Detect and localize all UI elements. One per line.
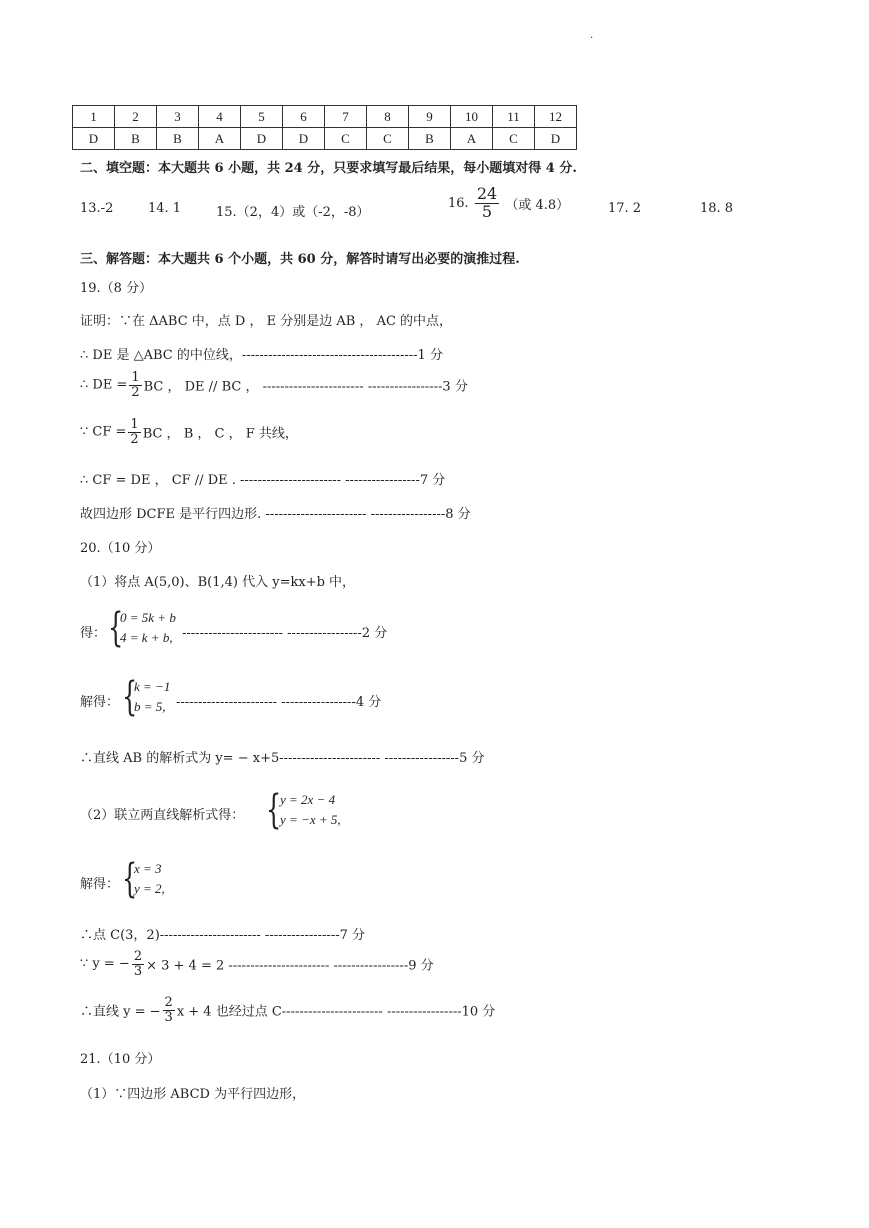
table-cell: 1 — [73, 106, 115, 128]
answer-13: 13.-2 — [80, 201, 114, 216]
q19-line-4 — [80, 418, 298, 446]
equation-line: b = 5, — [134, 699, 166, 714]
table-cell: 3 — [157, 106, 199, 128]
table-cell: 7 — [325, 106, 367, 128]
fraction-numerator: 1 — [130, 417, 139, 432]
fraction-numerator: 2 — [133, 949, 143, 964]
q21-title: 21.（10 分） — [80, 1052, 161, 1067]
fraction-denominator: 2 — [130, 431, 139, 447]
fraction-numerator: 1 — [131, 370, 140, 385]
table-cell: C — [493, 128, 535, 150]
fraction-numerator: 2 — [164, 995, 173, 1010]
fraction-denominator: 2 — [131, 384, 140, 400]
fraction-half — [129, 371, 141, 399]
equation-system — [134, 859, 165, 899]
table-cell: D — [283, 128, 325, 150]
table-cell: D — [241, 128, 283, 150]
table-cell: 4 — [199, 106, 241, 128]
table-cell: 6 — [283, 106, 325, 128]
brace-icon: { — [122, 674, 138, 720]
q21-line-1: （1）∵四边形 ABCD 为平行四边形， — [80, 1087, 306, 1102]
q19-title: 19.（8 分） — [80, 281, 153, 296]
q20-line-9-start: ∴直线 y = − — [80, 1004, 161, 1020]
equation-line: y = −x + 5, — [280, 812, 341, 827]
q20-step-4-label: 解得： — [80, 877, 120, 892]
table-cell: C — [325, 128, 367, 150]
answer-17: 17. 2 — [608, 201, 642, 216]
equation-system — [280, 790, 341, 830]
q19-line-1: 证明：∵在 ΔABC 中，点 D ， E 分别是边 AB ， AC 的中点， — [80, 314, 453, 329]
section3-heading: 三、解答题：本大题共 6 个小题，共 60 分，解答时请写出必要的演推过程. — [80, 252, 520, 267]
equation-line: y = 2, — [134, 881, 165, 896]
q19-line-4-start: ∵ CF = — [80, 424, 127, 440]
table-cell: B — [115, 128, 157, 150]
q20-line-8-start: ∵ y = − — [80, 956, 130, 972]
equation-line: 0 = 5k + b — [120, 610, 176, 625]
fraction-denominator: 5 — [481, 201, 493, 221]
q20-step-3-label: （2）联立两直线解析式得： — [80, 808, 245, 823]
answer-14: 14. 1 — [148, 201, 182, 216]
q20-step-2-label: 解得： — [80, 695, 120, 710]
brace-icon: { — [108, 605, 124, 651]
q19-line-5: ∴ CF = DE ， CF // DE . ----------------------- -----------------7 分 — [80, 473, 446, 488]
table-cell: A — [451, 128, 493, 150]
equation-system — [134, 677, 170, 717]
q20-line-8-end: × 3 + 4 = 2 ----------------------- -----------------9 分 — [146, 958, 434, 974]
fraction-two-thirds — [163, 996, 175, 1024]
equation-system — [120, 608, 176, 648]
answer-16-fraction — [475, 186, 499, 221]
table-cell: B — [409, 128, 451, 150]
q20-line-4: ∴直线 AB 的解析式为 y= − x+5----------------------- -----------------5 分 — [80, 751, 485, 766]
q20-line-9 — [80, 996, 495, 1024]
answer-16-alt: （或 4.8） — [505, 197, 570, 213]
table-cell: 8 — [367, 106, 409, 128]
answer-18: 18. 8 — [700, 201, 734, 216]
table-cell: D — [73, 128, 115, 150]
table-cell: 11 — [493, 106, 535, 128]
q20-title: 20.（10 分） — [80, 541, 161, 556]
table-cell: 10 — [451, 106, 493, 128]
fraction-denominator: 3 — [133, 963, 143, 979]
fraction-half — [128, 418, 140, 446]
q20-line-1: （1）将点 A(5,0)、B(1,4) 代入 y=kx+b 中， — [80, 575, 356, 590]
table-cell: 12 — [535, 106, 577, 128]
table-cell: 9 — [409, 106, 451, 128]
answer-16 — [448, 186, 569, 221]
table-cell: C — [367, 128, 409, 150]
equation-line: x = 3 — [134, 861, 162, 876]
header-mark: . — [590, 30, 594, 41]
q19-line-3 — [80, 371, 468, 399]
equation-line: y = 2x − 4 — [280, 792, 336, 807]
table-cell: 2 — [115, 106, 157, 128]
q20-step-2-score: ----------------------- -----------------4 分 — [176, 695, 382, 710]
table-cell: D — [535, 128, 577, 150]
section2-heading: 二、填空题：本大题共 6 小题，共 24 分，只要求填写最后结果，每小题填对得 4 分. — [80, 161, 577, 176]
q20-step-1-score: ----------------------- -----------------2 分 — [182, 626, 388, 641]
q20-line-7: ∴点 C(3，2)----------------------- -----------------7 分 — [80, 928, 366, 943]
fraction-denominator: 3 — [164, 1009, 173, 1025]
q19-line-3-end: BC ， DE // BC ， ----------------------- -----------------3 分 — [143, 379, 468, 395]
q19-line-3-start: ∴ DE = — [80, 377, 128, 393]
table-cell: A — [199, 128, 241, 150]
q19-line-4-end: BC ， B ， C ， F 共线， — [142, 426, 298, 442]
answer-table — [72, 105, 577, 150]
q20-step-1-label: 得： — [80, 626, 107, 641]
answer-table-answer-row — [73, 128, 577, 150]
table-cell: B — [157, 128, 199, 150]
fraction-numerator: 24 — [476, 184, 498, 203]
q20-line-9-end: x + 4 也经过点 C----------------------- -----------------10 分 — [176, 1004, 496, 1020]
answer-15: 15.（2，4）或（-2，-8） — [216, 205, 370, 220]
q19-line-2: ∴ DE 是 △ABC 的中位线，----------------------------------------1 分 — [80, 348, 443, 363]
q19-line-6: 故四边形 DCFE 是平行四边形. ----------------------- -----------------8 分 — [80, 507, 471, 522]
equation-line: 4 = k + b, — [120, 630, 173, 645]
answer-16-label: 16. — [448, 195, 469, 211]
brace-icon: { — [266, 787, 282, 833]
fraction-two-thirds — [132, 950, 144, 978]
answer-table-number-row — [73, 106, 577, 128]
table-cell: 5 — [241, 106, 283, 128]
q20-line-8 — [80, 950, 434, 978]
brace-icon: { — [122, 856, 138, 902]
equation-line: k = −1 — [134, 679, 171, 694]
